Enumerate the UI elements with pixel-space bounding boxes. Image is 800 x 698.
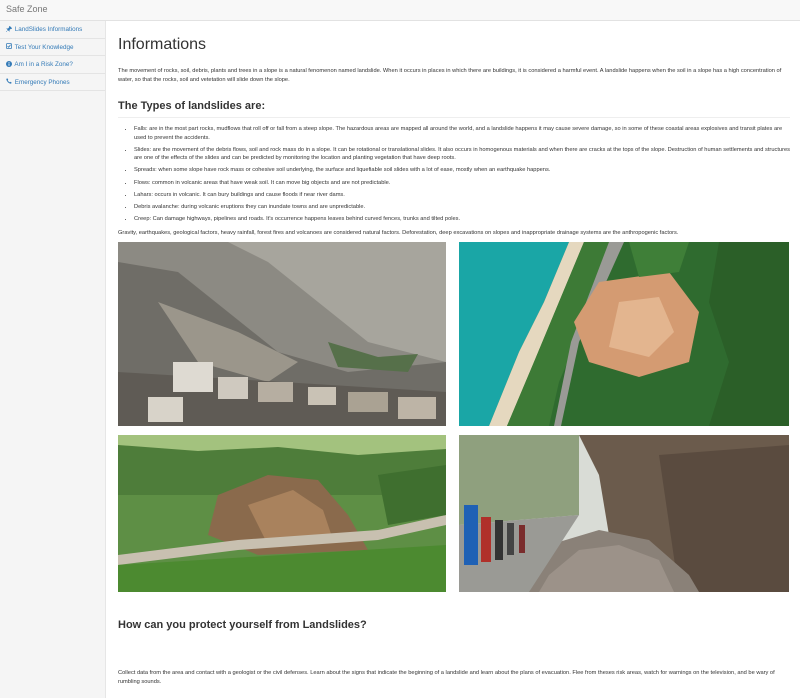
types-heading: The Types of landslides are: xyxy=(118,100,266,112)
sidebar-item-emergency-phones[interactable] xyxy=(0,74,105,92)
phone-icon xyxy=(6,78,12,84)
check-square-icon xyxy=(6,43,12,49)
photo-cliff-landslide-town xyxy=(118,242,446,426)
sidebar-item-label: Test Your Knowledge xyxy=(14,43,74,51)
sidebar-item-test-your-knowledge[interactable] xyxy=(0,39,105,57)
photo-green-hillside-landslide xyxy=(118,435,446,592)
brand-title[interactable]: Safe Zone xyxy=(6,4,48,14)
sidebar-item-label: Am I in a Risk Zone? xyxy=(14,61,73,68)
info-circle-icon xyxy=(6,61,12,67)
list-item: • Falls: are in the most part rocks, mudflows that roll off or fall from a steep slope. The hazardous areas are mapped all around the world, and a landslide happens it may cause severe damage, so in some of these coastal areas explosives and transit plates are used to prevent the accidents. xyxy=(134,125,790,142)
intro-paragraph: The movement of rocks, soil, debris, plants and trees in a slope is a natural fenomenon named landslide. When it occurs in places in which there are buildings, it is considered a harmful event. A landslide happens when the soil in a slope has a high concentration of water, so that the rocks, soil and vetetation will slide down the slope. xyxy=(118,68,782,83)
list-item: • Creep: Can damage highways, pipelines and roads. It's occurrence happens leaves behind curved fences, trunks and tilted poles. xyxy=(134,215,790,224)
page-title: Informations xyxy=(118,36,207,53)
list-item: • Spreads: when some slope have rock mass or cohesive soil underlying, the surface and liquefiable soil slides with a lot of ease, mostly when an earthquake happens. xyxy=(134,166,790,175)
photo-rockfall-road-people xyxy=(459,435,789,592)
sidebar-item-label: LandSlides Informations xyxy=(14,26,83,33)
sidebar xyxy=(0,21,106,698)
protect-paragraph: Collect data from the area and contact with a geologist or the civil defenses. Learn about the signs that indicate the beginning of a landslide and learn about the plans of evacuation. Flee from theses risk areas, watch for warnings on the television, and be wary of rumbling sounds. xyxy=(118,670,775,685)
protect-heading: How can you protect yourself from Landslides? xyxy=(118,619,367,631)
sidebar-item-label: Emergency Phones xyxy=(14,78,70,86)
sidebar-item-risk-zone[interactable] xyxy=(0,56,105,74)
sidebar-item-landslides-informations[interactable] xyxy=(0,21,105,39)
list-item: • Slides: are the movement of the debris flows, soil and rock mass do in a slope. It can be rotational or translational slides. It also occurs in homogenous materials and when there are cracks at the tops of the slope. Destruction of human settlements and structures are one of the effects of the slides and can be predicted by monitoring the location and planting vegetation that have deep roots. xyxy=(134,146,790,163)
landslide-types-list xyxy=(118,125,790,227)
divider xyxy=(118,117,790,118)
pin-icon xyxy=(6,26,12,32)
list-item: • Lahars: occurs in volcanic. It can bury buildings and cause floods if near river dams. xyxy=(134,191,790,200)
photo-coastal-road-landslide xyxy=(459,242,789,426)
list-item: • Flows: common in volcanic areas that have weak soil. It can move big objects and are not predictable. xyxy=(134,179,790,188)
list-item: • Debris avalanche: during volcanic eruptions they can inundate towns and are unpredictable. xyxy=(134,203,790,212)
top-navbar xyxy=(0,0,800,21)
causes-paragraph: Gravity, earthquakes, geological factors, heavy rainfall, forest fires and volcanoes are considered natural factors. Deforestation, deep excavations on slopes and inappropriate drainage systems are the anthropogenic factors. xyxy=(118,230,679,236)
